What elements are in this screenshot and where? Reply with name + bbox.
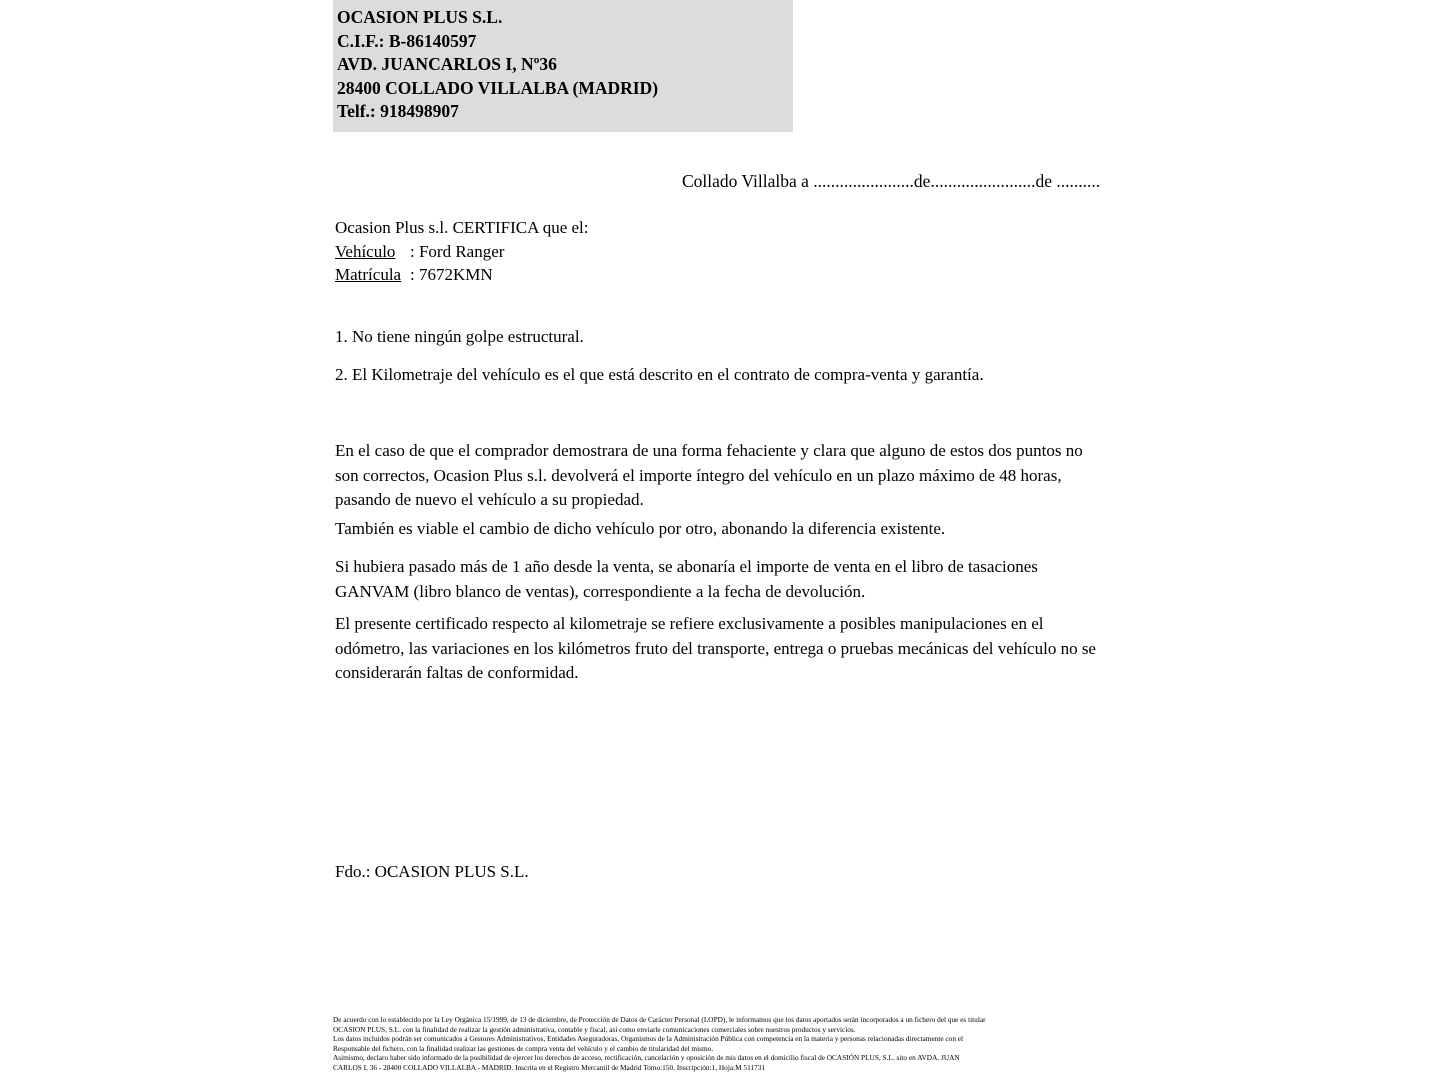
legal-line-1: De acuerdo con lo establecido por la Ley Orgánica 15/1999, de 13 de diciembre, de Protección de Datos de Carácter Personal (LOPD), le informamos que los datos aportados serán incorporados a un fichero del que es titular	[333, 1015, 986, 1024]
plate-row	[335, 263, 589, 287]
company-city: 28400 COLLADO VILLALBA (MADRID)	[337, 77, 659, 98]
legal-line-2: OCASION PLUS, S.L. con la finalidad de realizar la gestión administrativa, contable y fiscal, así como enviarle comunicaciones comerciales sobre nuestros productos y servicios.	[333, 1024, 856, 1034]
company-cif: C.I.F.: B-86140597	[337, 30, 477, 51]
company-phone: Telf.: 918498907	[337, 101, 459, 122]
vehicle-label: Vehículo	[335, 241, 396, 261]
legal-line-3: Los datos incluidos podrán ser comunicados a Gestores Administrativos, Entidades Aseguradoras, Organismos de la Administración Pública con competencia en la materia y personas relacionadas directamente con el	[333, 1034, 964, 1044]
legal-line-6: CARLOS I, 36 - 28400 COLLADO VILLALBA - MADRID. Inscrita en el Registro Mercantil de Madrid Tomo:150. Inscripción:1, Hoja:M 511731	[333, 1062, 766, 1072]
legal-footer	[333, 1015, 1123, 1073]
company-address: AVD. JUANCARLOS I, Nº36	[337, 54, 557, 75]
vehicle-value: : Ford Ranger	[410, 241, 505, 261]
certificate-point-2: 2. El Kilometraje del vehículo es el que está descrito en el contrato de compra-venta y garantía.	[335, 365, 984, 384]
signature-line: Fdo.: OCASION PLUS S.L.	[335, 862, 529, 881]
date-line: Collado Villalba a .......................de........................de ..........	[682, 171, 1101, 191]
plate-label: Matrícula	[335, 265, 402, 284]
body-paragraph-2: También es viable el cambio de dicho vehículo por otro, abonando la diferencia existente.	[335, 519, 946, 538]
company-name: OCASION PLUS S.L.	[337, 7, 503, 27]
body-paragraph-3: Si hubiera pasado más de 1 año desde la venta, se abonaría el importe de venta en el libro de tasaciones GANVAM (libro blanco de ventas), correspondiente a la fecha de devolución.	[335, 557, 1038, 601]
certificate-intro-block	[335, 216, 589, 287]
body-paragraph-1: En el caso de que el comprador demostrara de una forma fehaciente y clara que alguno de estos dos puntos no son correctos, Ocasion Plus s.l. devolverá el importe íntegro del vehículo en un plazo máximo de 48 horas, pasando de nuevo el vehículo a su propiedad.	[335, 441, 1083, 509]
certificate-point-1: 1. No tiene ningún golpe estructural.	[335, 327, 584, 346]
plate-value: : 7672KMN	[410, 265, 493, 284]
legal-line-5: Asimismo, declaro haber sido informado de la posibilidad de ejercer los derechos de acceso, rectificación, cancelación y oposición de mis datos en el domicilio fiscal de OCASIÓN PLUS, S.L. sito en AVDA. JUAN	[333, 1053, 960, 1063]
certify-intro-text: Ocasion Plus s.l. CERTIFICA que el:	[335, 218, 589, 237]
legal-line-4: Responsable del fichero, con la finalidad realizar las gestiones de compra venta del vehículo y el cambio de titularidad del mismo.	[333, 1043, 714, 1053]
vehicle-row	[335, 240, 589, 264]
body-paragraph-4: El presente certificado respecto al kilometraje se refiere exclusivamente a posibles manipulaciones en el odómetro, las variaciones en los kilómetros fruto del transporte, entrega o pruebas mecánicas del vehículo no se considerarán faltas de conformidad.	[335, 614, 1096, 682]
company-header-block	[333, 0, 793, 132]
